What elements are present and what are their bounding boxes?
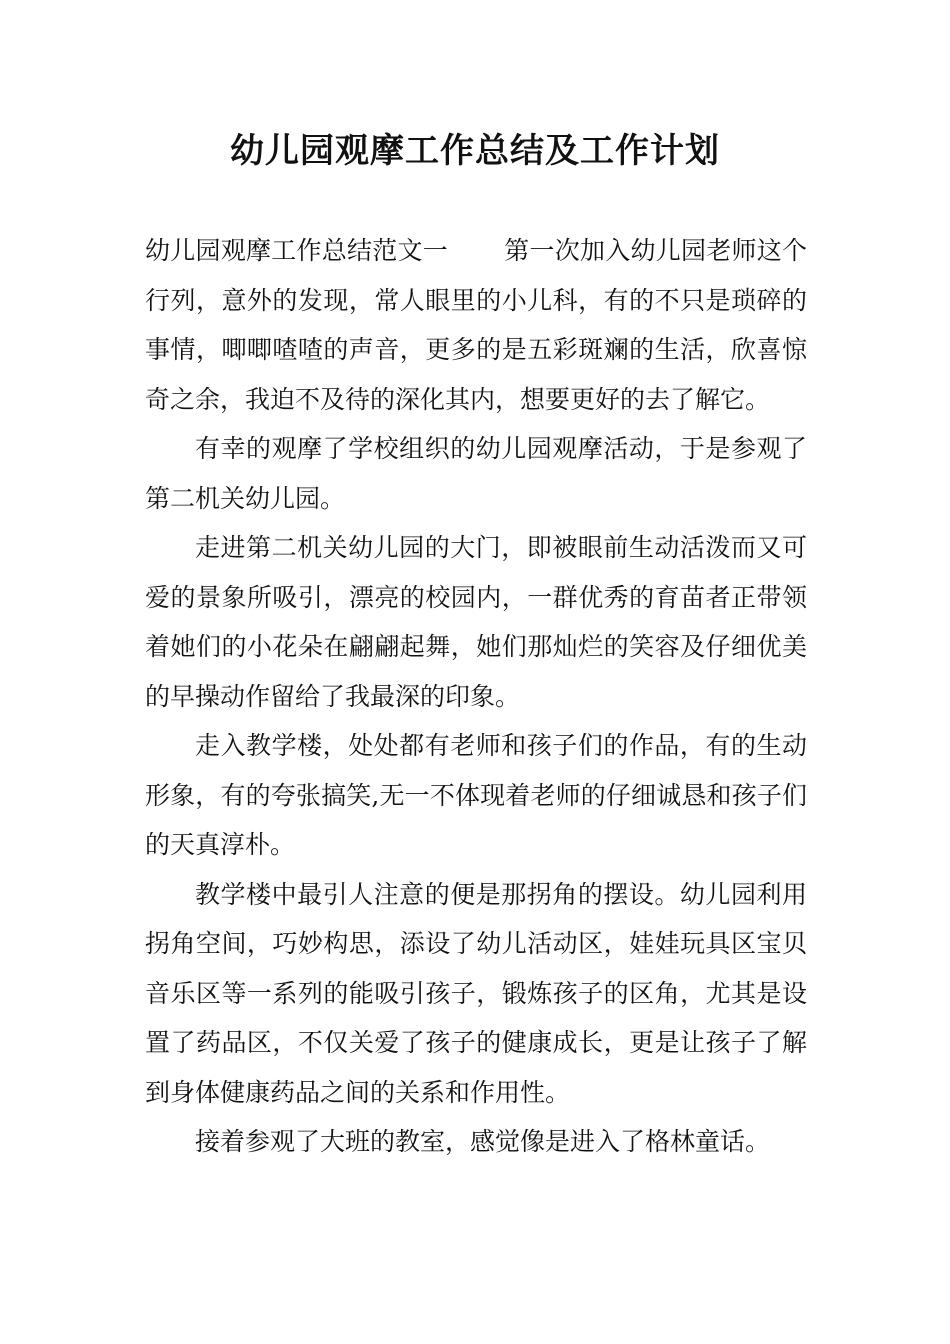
document-body — [145, 226, 807, 1167]
paragraph-4: 走入教学楼，处处都有老师和孩子们的作品，有的生动形象，有的夸张搞笑,无一不体现着老师的仔细诚恳和孩子们的天真淳朴。 — [145, 731, 807, 859]
document-title: 幼儿园观摩工作总结及工作计划 — [230, 131, 720, 171]
paragraph-3: 走进第二机关幼儿园的大门，即被眼前生动活泼而又可爱的景象所吸引，漂亮的校园内，一群优秀的育苗者正带领着她们的小花朵在翩翩起舞，她们那灿烂的笑容及仔细优美的早操动作留给了我最深的印象。 — [145, 533, 807, 711]
paragraph-5: 教学楼中最引人注意的便是那拐角的摆设。幼儿园利用拐角空间，巧妙构思，添设了幼儿活动区，娃娃玩具区宝贝音乐区等一系列的能吸引孩子，锻炼孩子的区角，尤其是设置了药品区，不仅关爱了孩子的健康成长，更是让孩子了解到身体健康药品之间的关系和作用性。 — [145, 879, 807, 1107]
paragraph-1 — [145, 226, 807, 424]
paragraph-6: 接着参观了大班的教室，感觉像是进入了格林童话。 — [195, 1127, 771, 1156]
paragraph-2: 有幸的观摩了学校组织的幼儿园观摩活动，于是参观了第二机关幼儿园。 — [145, 434, 807, 513]
intro-heading: 幼儿园观摩工作总结范文一 — [145, 236, 448, 265]
paragraph-1-text: 第一次加入幼儿园老师这个行列，意外的发现，常人眼里的小儿科，有的不只是琐碎的事情，唧唧喳喳的声音，更多的是五彩斑斓的生活，欣喜惊奇之余，我迫不及待的深化其内，想要更好的去了解它。 — [145, 236, 807, 414]
